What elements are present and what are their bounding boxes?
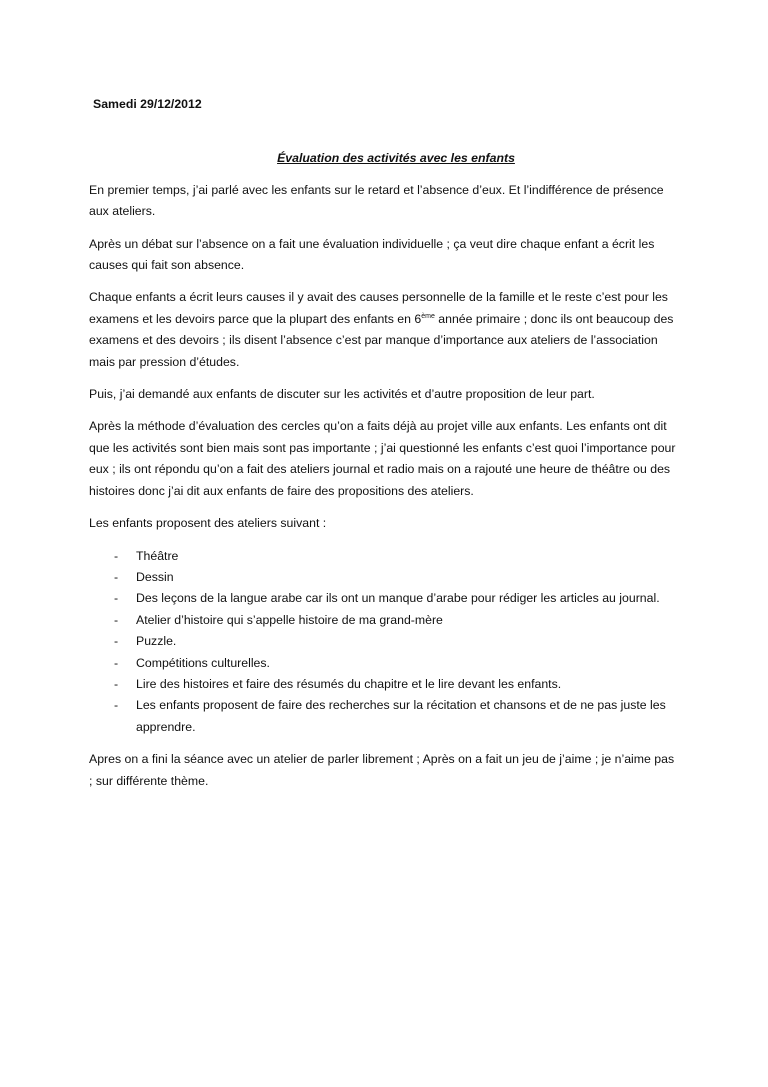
document-title: Évaluation des activités avec les enfants [277,151,515,166]
list-item-text: Dessin [136,569,174,584]
list-item [89,653,679,674]
list-item [89,588,679,609]
paragraph-intro: En premier temps, j’ai parlé avec les enfants sur le retard et l’absence d’eux. Et l’indifférence de présence aux ateliers. [89,182,664,219]
bullet-dash: - [114,548,119,563]
paragraph-discussion: Puis, j’ai demandé aux enfants de discuter sur les activités et d’autre proposition de leur part. [89,387,595,402]
paragraph-proposals-intro: Les enfants proposent des ateliers suivant : [89,516,327,531]
bullet-dash: - [114,612,119,627]
list-item-text: Les enfants proposent de faire des recherches sur la récitation et chansons et de ne pas juste les apprendre. [136,698,666,734]
list-item-text: Atelier d’histoire qui s’appelle histoire de ma grand-mère [136,612,443,627]
paragraph-causes-part-1: Chaque enfants a écrit leurs causes il y avait des causes personnelle de la famille et le reste c’est pour les examens et les devoirs parce que la plupart des enfants en 6 [89,290,668,326]
list-item [89,546,679,567]
superscript-eme: ème [421,312,435,320]
list-item [89,695,679,738]
paragraph-causes [89,287,679,373]
bullet-dash: - [114,698,119,713]
bullet-dash: - [114,591,119,606]
bullet-dash: - [114,655,119,670]
paragraph-evaluation-method: Après la méthode d’évaluation des cercles qu’on a faits déjà au projet ville aux enfants. Les enfants ont dit que les activités sont bien mais sont pas importante ; j’ai questionné les enfants c’est quoi l’importance pour eux ; ils ont répondu qu’on a fait des ateliers journal et radio mais on a rajouté une heure de théâtre ou des histoires donc j’ai dit aux enfants de faire des propositions des ateliers. [89,419,676,498]
list-item-text: Lire des histoires et faire des résumés du chapitre et le lire devant les enfants. [136,676,562,691]
bullet-dash: - [114,569,119,584]
list-item [89,567,679,588]
document-date: Samedi 29/12/2012 [93,97,202,111]
paragraph-causes-part-2: année primaire ; donc ils ont beaucoup des examens et des devoirs ; ils disent l’absence c’est par manque d’importance aux ateliers de l’association mais par pression d’études. [89,311,674,369]
paragraph-debate: Après un débat sur l’absence on a fait une évaluation individuelle ; ça veut dire chaque enfant a écrit les causes qui fait son absence. [89,236,655,273]
document-body [89,94,679,803]
paragraph-closing: Apres on a fini la séance avec un atelier de parler librement ; Après on a fait un jeu de j’aime ; je n’aime pas ; sur différente thème. [89,752,675,788]
proposals-list [89,546,679,739]
list-item-text: Théâtre [136,548,179,563]
list-item [89,610,679,631]
list-item-text: Puzzle. [136,634,177,649]
bullet-dash: - [114,676,119,691]
list-item [89,631,679,652]
bullet-dash: - [114,634,119,649]
list-item-text: Des leçons de la langue arabe car ils ont un manque d’arabe pour rédiger les articles au journal. [136,591,660,606]
list-item-text: Compétitions culturelles. [136,655,270,670]
list-item [89,674,679,695]
